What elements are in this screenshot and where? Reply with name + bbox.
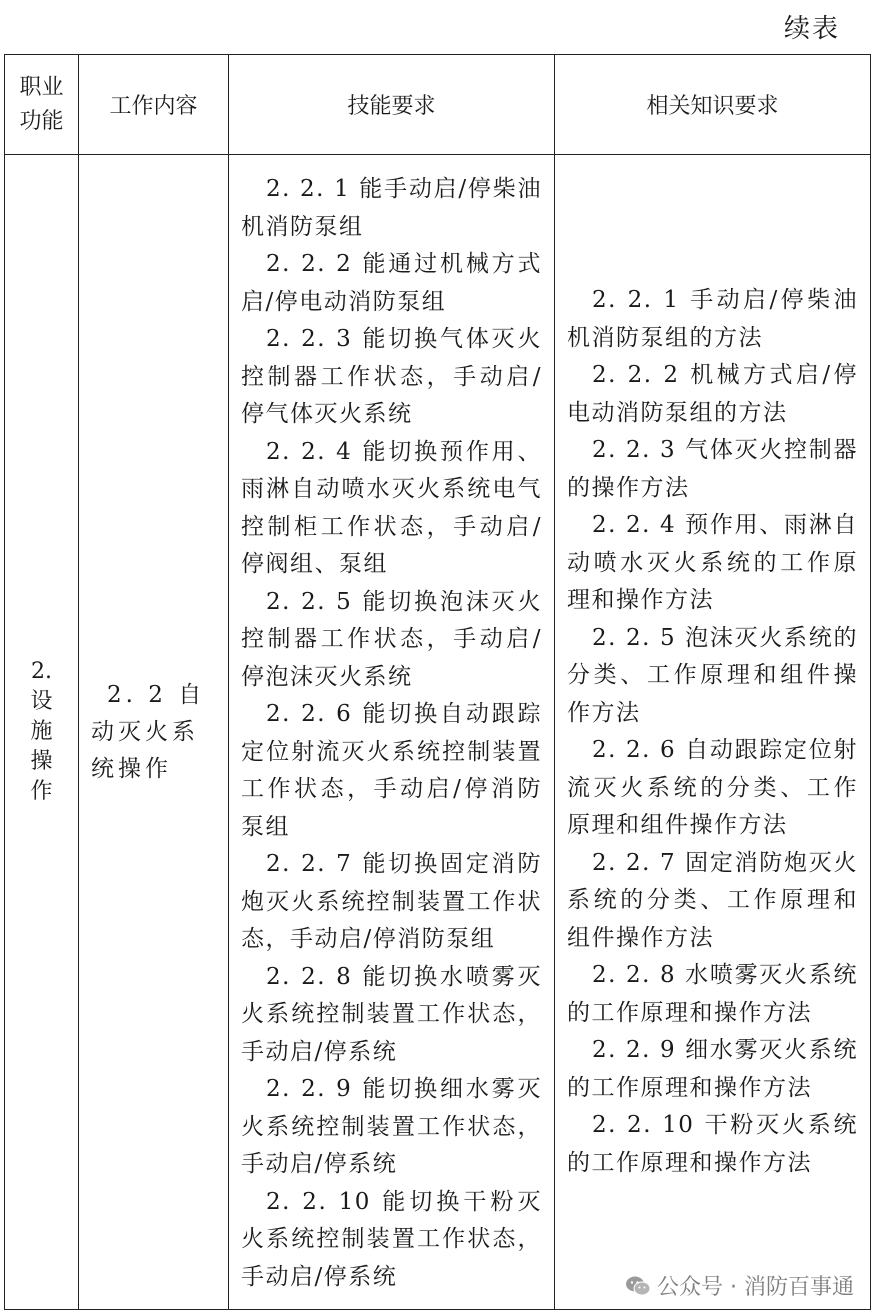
header-knowledge: 相关知识要求 [555, 55, 871, 155]
knowledge-cell [555, 155, 871, 1310]
watermark [625, 1270, 854, 1301]
table-header-row [5, 55, 871, 155]
function-text: 2. 设施操作 [30, 659, 53, 804]
header-content: 工作内容 [79, 55, 229, 155]
knowledge-item: 2. 2. 9 细水雾灭火系统的工作原理和操作方法 [567, 1037, 858, 1101]
knowledge-item: 2. 2. 4 预作用、雨淋自动喷水灭火系统的工作原理和操作方法 [567, 512, 858, 613]
header-skills: 技能要求 [229, 55, 555, 155]
skill-item: 2. 2. 1 能手动启/停柴油机消防泵组 [241, 176, 542, 240]
skill-item: 2. 2. 10 能切换干粉灭火系统控制装置工作状态，手动启/停系统 [241, 1188, 542, 1290]
skill-item: 2. 2. 4 能切换预作用、雨淋自动喷水灭火系统电气控制柜工作状态，手动启/停阀组、泵组 [241, 438, 542, 577]
knowledge-item: 2. 2. 10 干粉灭火系统的工作原理和操作方法 [567, 1112, 858, 1176]
skill-item: 2. 2. 5 能切换泡沫灭火控制器工作状态，手动启/停泡沫灭火系统 [241, 588, 542, 690]
knowledge-item: 2. 2. 5 泡沫灭火系统的分类、工作原理和组件操作方法 [567, 624, 858, 726]
knowledge-item: 2. 2. 2 机械方式启/停电动消防泵组的方法 [567, 362, 858, 426]
wechat-icon [625, 1275, 651, 1297]
header-function: 职业功能 [5, 55, 79, 155]
table-caption: 续表 [783, 14, 840, 44]
knowledge-item: 2. 2. 1 手动启/停柴油机消防泵组的方法 [567, 287, 858, 351]
skill-item: 2. 2. 6 能切换自动跟踪定位射流灭火系统控制装置工作状态，手动启/停消防泵组 [241, 701, 542, 840]
content-cell [79, 155, 229, 1310]
knowledge-item: 2. 2. 7 固定消防炮灭火系统的分类、工作原理和组件操作方法 [567, 849, 858, 951]
content-text: 2. 2 自动灭火系统操作 [91, 681, 206, 782]
function-cell [5, 155, 79, 1310]
skill-item: 2. 2. 8 能切换水喷雾灭火系统控制装置工作状态，手动启/停系统 [241, 963, 542, 1065]
skills-cell [229, 155, 555, 1310]
skill-item: 2. 2. 2 能通过机械方式启/停电动消防泵组 [241, 251, 542, 315]
knowledge-item: 2. 2. 3 气体灭火控制器的操作方法 [567, 437, 858, 501]
skills-table [4, 54, 871, 1310]
knowledge-item: 2. 2. 6 自动跟踪定位射流灭火系统的分类、工作原理和组件操作方法 [567, 737, 858, 838]
skill-item: 2. 2. 9 能切换细水雾灭火系统控制装置工作状态，手动启/停系统 [241, 1076, 542, 1177]
skill-item: 2. 2. 7 能切换固定消防炮灭火系统控制装置工作状态，手动启/停消防泵组 [241, 851, 542, 952]
table-row [5, 155, 871, 1310]
watermark-text: 公众号 · 消防百事通 [657, 1275, 854, 1300]
knowledge-item: 2. 2. 8 水喷雾灭火系统的工作原理和操作方法 [567, 962, 858, 1026]
skill-item: 2. 2. 3 能切换气体灭火控制器工作状态，手动启/停气体灭火系统 [241, 326, 542, 427]
